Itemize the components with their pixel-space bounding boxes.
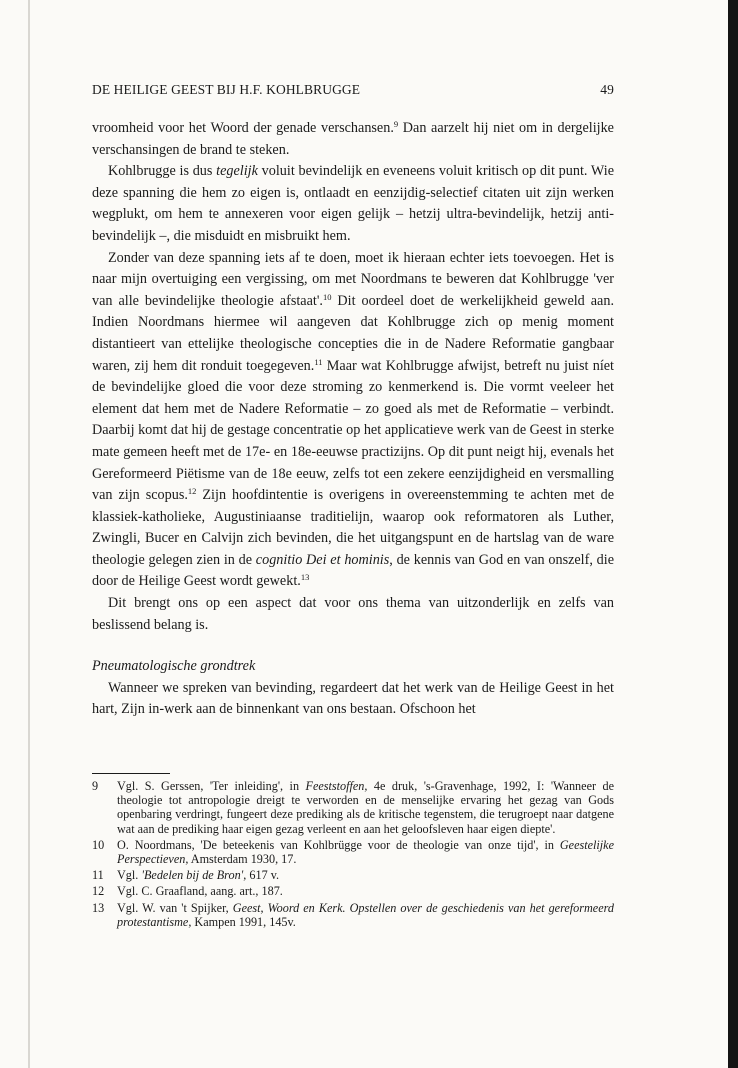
footnote-text <box>117 901 614 929</box>
footnote-item <box>92 901 614 929</box>
page-spine-shadow <box>28 0 30 1068</box>
text-run: Vgl. S. Gerssen, 'Ter inleiding', in <box>117 779 306 793</box>
running-header <box>92 82 614 98</box>
text-run: vroomheid voor het Woord der genade verschansen. <box>92 120 394 136</box>
paragraph-2 <box>92 161 614 247</box>
section-gap <box>92 636 614 656</box>
text-run: 4e druk, 's-Gravenhage, 1992, I: 'Wanneer de theologie tot antropologie dreigt te verworden en de menselijke ervaring het gezag van Gods openbaring verdringt, fungeert deze prediking als de kritische tegenstem, die terugroept naar datgene wat aan de prediking haar eigen gezag verleent en aan het geloofsleven haar eigen diepte'. <box>117 779 614 836</box>
footnote-text <box>117 838 614 866</box>
running-title: DE HEILIGE GEEST BIJ H.F. KOHLBRUGGE <box>92 82 361 97</box>
footnote-item <box>92 779 614 836</box>
emphasis: 'Bedelen bij de Bron' <box>141 868 244 883</box>
footnote-item <box>92 838 614 866</box>
footnote-text <box>117 868 614 882</box>
footnote-ref-12: 12 <box>187 486 197 497</box>
emphasis: tegelijk <box>216 163 258 180</box>
footnote-item <box>92 884 614 898</box>
section-heading: Pneumatologische grondtrek <box>92 658 256 675</box>
text-run: Dit oordeel doet de werkelijkheid geweld aan. Indien Noordmans hiermee wil aangeven dat Kohlbrugge zich op menig moment distantieert van ettelijke theologische concepties die in de Nadere Reformatie gangbaar waren, zij hem dit ronduit toegegeven. <box>92 292 614 374</box>
footnote-rule <box>92 773 170 774</box>
text-run: , de kennis van God en van onszelf, die door de Heilige Geest wordt gewekt. <box>92 551 614 590</box>
text-run: Maar wat Kohlbrugge afwijst, betreft nu juist níet de bevindelijke gloed die voor deze stroming zo kenmerkend is. Die vormt veeleer het element dat hem met de Nadere Reformatie – zo goed als met de Reformatie – verbindt. Daarbij komt dat hij de gestage concentratie op het applicatieve werk van de Geest in sterke mate gemeen heeft met de 17e- en 18e-eeuwse practizijns. Op dit punt neigt hij, evenals het Gereformeerd Piëtisme van de 18e eeuw, zelfs tot een zekere eenzijdigheid en versmalling van zijn scopus. <box>92 357 614 504</box>
page-dark-edge <box>728 0 738 1068</box>
text-run: O. Noordmans, 'De beteekenis van Kohlbrügge voor de theologie van onze tijd', in <box>117 837 560 852</box>
paragraph-5: Wanneer we spreken van bevinding, regardeert dat het werk van de Heilige Geest in het hart, Zijn in-werk aan de binnenkant van ons bestaan. Ofschoon het <box>92 679 614 718</box>
text-run: Vgl. <box>117 868 142 883</box>
footnote-number: 13 <box>92 900 105 915</box>
text-run: Dan aarzelt hij niet om in dergelijke verschansingen de brand te steken. <box>92 120 614 158</box>
text-run: Kampen 1991, 145v. <box>191 914 296 929</box>
footnote-text <box>117 779 614 836</box>
text-run: Zijn hoofdintentie is overigens in overeenstemming te achten met de klassiek-katholieke, Augustiniaanse traditielijn, waarop ook reformatoren als Luther, Zwingli, Bucer en Calvijn zich bevinden, die het uitgangspunt en de hartslag van de ware theologie gelegen zien in de <box>92 487 614 568</box>
emphasis: Geest, Woord en Kerk. Opstellen over de geschiedenis van het gereformeerd protestantisme, <box>117 900 615 929</box>
footnote-number: 9 <box>92 779 99 793</box>
footnote-ref-10: 10 <box>322 291 332 302</box>
emphasis: Feeststoffen, <box>305 779 368 793</box>
paragraph-4: Dit brengt ons op een aspect dat voor ons thema van uitzonderlijk en zelfs van beslissend belang is. <box>92 595 614 633</box>
footnote-ref-9: 9 <box>393 119 399 129</box>
page-number: 49 <box>600 82 614 97</box>
text-run: , 617 v. <box>243 868 280 883</box>
main-text <box>92 118 614 721</box>
text-run: Vgl. C. Graafland, aang. art., 187. <box>117 884 283 899</box>
footnote-number: 11 <box>92 868 104 883</box>
paragraph-1 <box>92 118 614 161</box>
text-run: Zonder van deze spanning iets af te doen, moet ik hieraan echter iets toevoegen. Het is naar mijn overtuiging een vergissing, om met Noordmans te beweren dat Kohlbrugge 'ver van alle bevindelijke theologie afstaat'. <box>92 249 614 309</box>
footnote-text <box>117 884 614 898</box>
text-run: Vgl. W. van 't Spijker, <box>117 900 233 915</box>
footnote-number: 12 <box>92 884 105 899</box>
emphasis: cognitio Dei et hominis <box>255 551 390 568</box>
footnote-ref-11: 11 <box>314 356 323 367</box>
text-run: Kohlbrugge is dus <box>108 163 217 180</box>
footnote-ref-13: 13 <box>300 572 310 583</box>
emphasis: Geestelijke Perspectieven, <box>117 837 614 867</box>
footnotes <box>92 779 614 931</box>
footnote-number: 10 <box>92 837 105 852</box>
paragraph-3 <box>92 248 614 594</box>
text-run: Amsterdam 1930, 17. <box>188 852 297 867</box>
footnote-item <box>92 868 614 882</box>
text-run: voluit bevindelijk en eveneens voluit kritisch op dit punt. Wie deze spanning die hem zo eigen is, ontlaadt en eenzijdig-selectief citaten uit zijn werken wegplukt, om hem te annexeren voor eigen gelijk – hetzij ultra-bevindelijk, hetzij anti-bevindelijk –, die misduidt en misbruikt hem. <box>92 163 614 244</box>
